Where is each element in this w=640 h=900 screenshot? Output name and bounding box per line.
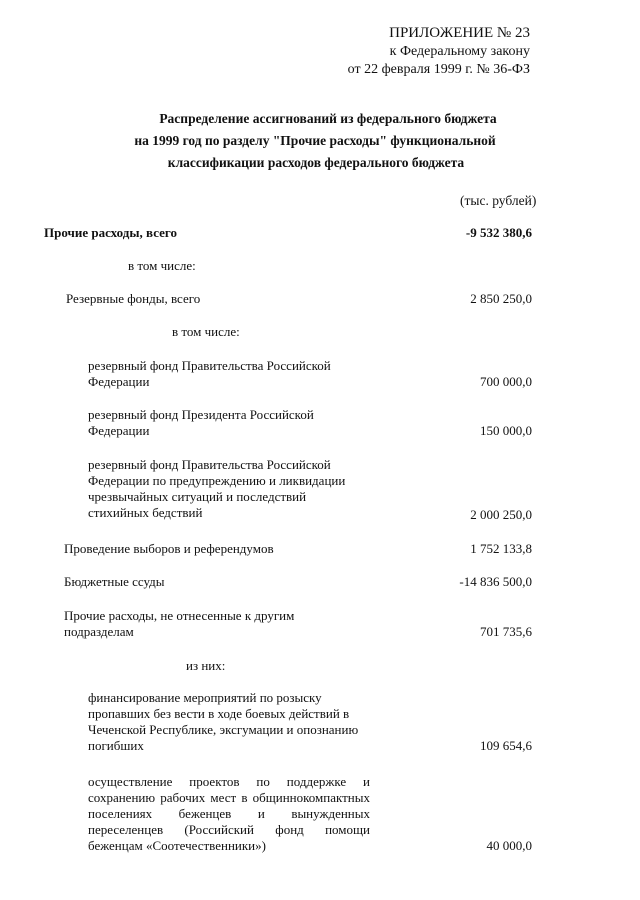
title-line-1: Распределение ассигнований из федерального бюджета [159, 111, 497, 126]
law-date: от 22 февраля 1999 г. № 36-ФЗ [347, 62, 530, 77]
row-value: -14 836 500,0 [459, 574, 532, 589]
row-label: резервный фонд Правительства Российской Федерации [88, 358, 331, 389]
row-label: Прочие расходы, не отнесенные к другим подразделам [64, 608, 295, 639]
row-label: Проведение выборов и референдумов [64, 541, 274, 556]
document-title [0, 108, 640, 174]
row-label: из них: [186, 658, 226, 673]
row-label: в том числе: [128, 258, 196, 273]
row-value: 2 850 250,0 [470, 291, 532, 306]
row-value: 700 000,0 [480, 374, 532, 389]
row-label: финансирование мероприятий по розыску пропавших без вести в ходе боевых действий в Чеченской Республике, эксгумации и опознанию погибших [88, 690, 359, 753]
row-label: Резервные фонды, всего [66, 291, 201, 306]
row-value: 2 000 250,0 [470, 507, 532, 522]
row-label: в том числе: [172, 324, 240, 339]
row-label: осуществление проектов по поддержке и сохранению рабочих мест в общиннокомпактных поселениях беженцев и вынужденных переселенцев (Российский фонд помощи беженцам «Соотечественники») [88, 774, 370, 853]
row-label: Бюджетные ссуды [64, 574, 165, 589]
row-value: -9 532 380,6 [465, 225, 532, 240]
row-value: 701 735,6 [480, 624, 532, 639]
row-value: 1 752 133,8 [470, 541, 532, 556]
row-value: 150 000,0 [480, 423, 532, 438]
appendix-number: ПРИЛОЖЕНИЕ № 23 [389, 25, 530, 41]
row-label: резервный фонд Правительства Российской Федерации по предупреждению и ликвидации чрезвычайных ситуаций и последствий стихийных бедствий [88, 457, 346, 520]
title-line-2: на 1999 год по разделу "Прочие расходы" функциональной [134, 133, 496, 148]
row-value: 109 654,6 [480, 738, 532, 753]
row-value: 40 000,0 [486, 838, 532, 853]
row-label: резервный фонд Президента Российской Федерации [88, 407, 314, 438]
law-reference: к Федеральному закону [389, 44, 530, 59]
row-label: Прочие расходы, всего [44, 225, 177, 240]
units-label: (тыс. рублей) [460, 193, 537, 208]
title-line-3: классификации расходов федерального бюджета [167, 155, 465, 170]
